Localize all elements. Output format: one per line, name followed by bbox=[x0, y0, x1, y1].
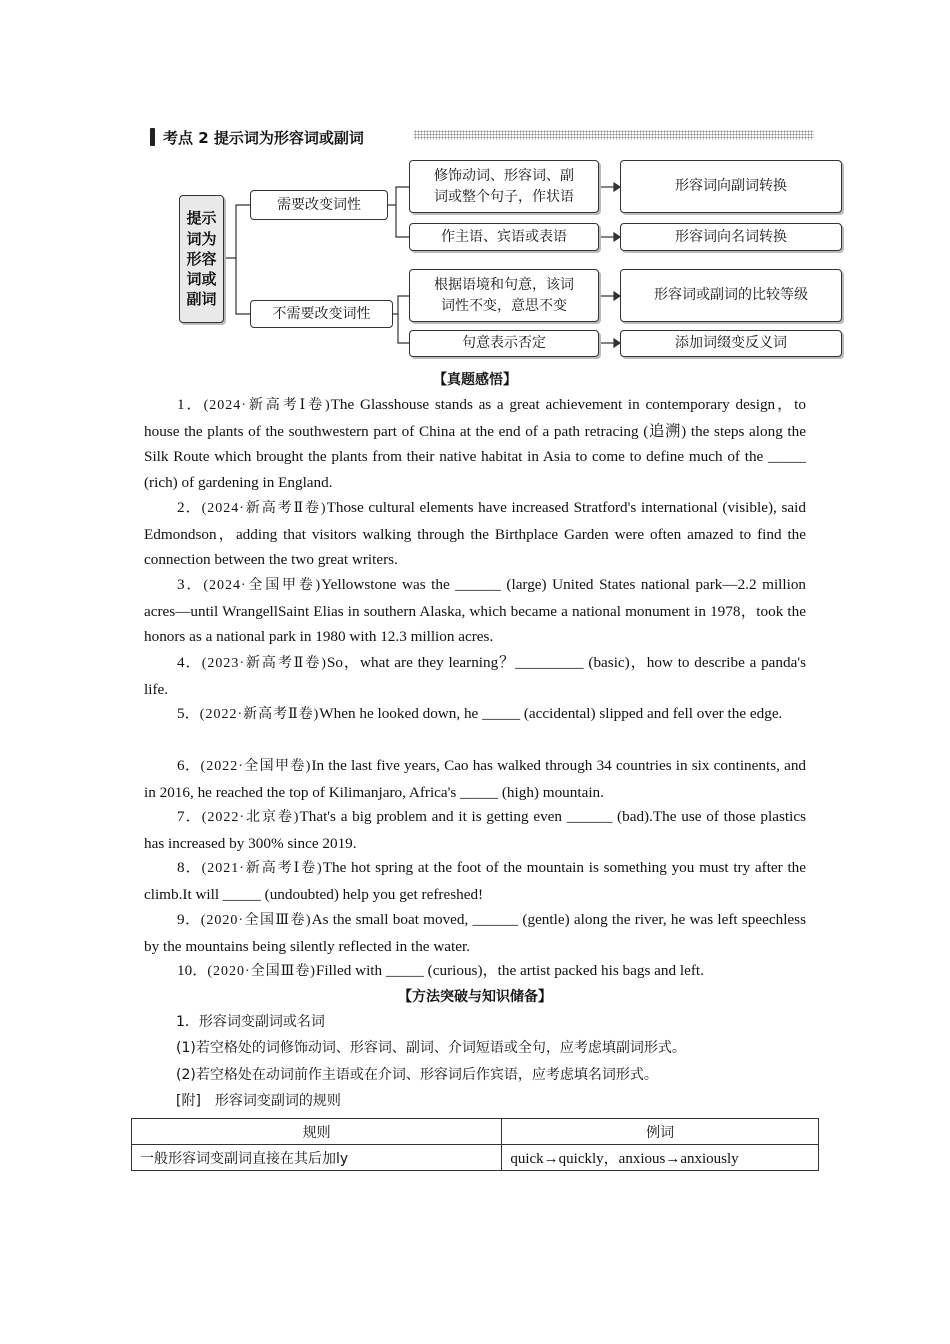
condition-line: 词或整个句子，作状语 bbox=[434, 188, 574, 205]
condition-negation: 句意表示否定 bbox=[409, 330, 599, 357]
root-line: 词或 bbox=[186, 270, 217, 289]
table-cell-rule: 一般形容词变副词直接在其后加ly bbox=[132, 1145, 502, 1171]
question-number: 7． bbox=[177, 808, 202, 825]
table-header: 例词 bbox=[502, 1119, 819, 1145]
question-source: (2024·全国甲卷) bbox=[203, 578, 322, 593]
question-text: Filled with _____ (curious)，the artist packed his bags and left. bbox=[315, 962, 704, 979]
section-title: 考点 2 提示词为形容词或副词 bbox=[163, 128, 364, 147]
question-text: Yellowstone was the ______ (large) United States national park—2.2 million acres—until WrangellSaint Elias in southern Alaska, which became a national monument in 1978，took the honors as a national park in 1980 with 12.3 million acres. bbox=[144, 576, 807, 646]
condition-noun-role: 作主语、宾语或表语 bbox=[409, 223, 599, 251]
method-heading: 【方法突破与知识储备】 bbox=[398, 989, 552, 1005]
question-6 bbox=[144, 753, 806, 805]
condition-line: 修饰动词、形容词、副 bbox=[434, 168, 574, 185]
question-text: So，what are they learning？_________ (basic)，how to describe a panda's life. bbox=[144, 654, 806, 698]
question-text: When he looked down, he _____ (accidental) slipped and fell over the edge. bbox=[319, 705, 783, 722]
result-adj-to-adv: 形容词向副词转换 bbox=[620, 160, 842, 213]
question-source: (2020·全国Ⅲ卷) bbox=[200, 913, 312, 928]
rules-table bbox=[131, 1118, 819, 1171]
question-10 bbox=[144, 958, 806, 985]
question-2 bbox=[144, 495, 806, 573]
question-3 bbox=[144, 572, 806, 650]
question-number: 9． bbox=[177, 911, 201, 928]
condition-line: 根据语境和句意，该词 bbox=[434, 277, 574, 294]
question-number: 4． bbox=[177, 654, 202, 671]
result-adj-to-noun: 形容词向名词转换 bbox=[620, 223, 842, 251]
question-source: (2024·新高考Ⅰ卷) bbox=[203, 398, 331, 413]
question-source: (2022·新高考Ⅱ卷) bbox=[199, 707, 320, 722]
branch-no-change: 不需要改变词性 bbox=[250, 300, 393, 328]
table-row bbox=[132, 1145, 819, 1171]
exam-heading: 【真题感悟】 bbox=[433, 372, 517, 388]
result-antonym-affix: 添加词缀变反义词 bbox=[620, 330, 842, 357]
condition-adverbial bbox=[409, 160, 599, 213]
condition-same-pos bbox=[409, 269, 599, 322]
question-source: (2022·全国甲卷) bbox=[200, 759, 312, 774]
method-point-1: 1．形容词变副词或名词 bbox=[176, 1014, 325, 1030]
question-number: 6． bbox=[177, 757, 201, 774]
question-text: In the last five years, Cao has walked through 34 countries in six continents, and in 2016, he reached the top of Kilimanjaro, Africa's _____ (high) mountain. bbox=[144, 757, 807, 801]
question-number: 5． bbox=[177, 705, 200, 722]
method-sub-1: (1)若空格处的词修饰动词、形容词、副词、介词短语或全句，应考虑填副词形式。 bbox=[176, 1040, 686, 1056]
question-number: 1． bbox=[177, 396, 204, 413]
question-source: (2020·全国Ⅲ卷) bbox=[207, 964, 316, 979]
root-line: 词为 bbox=[186, 229, 217, 248]
question-1 bbox=[144, 392, 806, 495]
branch-need-change: 需要改变词性 bbox=[250, 190, 388, 220]
root-line: 形容 bbox=[186, 249, 217, 268]
question-source: (2024·新高考Ⅱ卷) bbox=[201, 501, 327, 516]
question-source: (2021·新高考Ⅰ卷) bbox=[201, 861, 323, 876]
question-text: As the small boat moved, ______ (gentle) along the river, he was left speechless by the mountains being silently reflected in the water. bbox=[144, 911, 806, 955]
question-text: Those cultural elements have increased Stratford's international (visible), said Edmondson，adding that visitors walking through the Birthplace Garden were often amazed to find the connection between the two great writers. bbox=[144, 499, 806, 569]
question-9 bbox=[144, 907, 806, 959]
question-number: 3． bbox=[177, 576, 204, 593]
root-line: 提示 bbox=[186, 209, 217, 228]
question-4 bbox=[144, 650, 806, 702]
question-text: That's a big problem and it is getting even ______ (bad).The use of those plastics has increased by 300% since 2019. bbox=[144, 808, 806, 852]
question-8 bbox=[144, 855, 806, 907]
question-text: The hot spring at the foot of the mountain is something you must try after the climb.It will _____ (undoubted) help you get refreshed! bbox=[144, 859, 807, 903]
diagram-root bbox=[179, 195, 224, 323]
question-text: The Glasshouse stands as a great achievement in contemporary design，to house the plants of the southwestern part of China at the end of a path retracing (追溯) the steps along the Silk Route which brought the plants from their native habitat in Asia to come to define much of the _____ (rich) of gardening in England. bbox=[144, 396, 806, 491]
question-number: 10． bbox=[177, 962, 208, 979]
condition-line: 词性不变，意思不变 bbox=[441, 297, 567, 314]
method-appendix: [附] 形容词变副词的规则 bbox=[176, 1093, 341, 1109]
question-7 bbox=[144, 804, 806, 856]
table-cell-example: quick→quickly，anxious→anxiously bbox=[502, 1145, 819, 1171]
method-sub-2: (2)若空格处在动词前作主语或在介词、形容词后作宾语，应考虑填名词形式。 bbox=[176, 1067, 658, 1083]
question-5 bbox=[144, 701, 806, 728]
table-header-row bbox=[132, 1119, 819, 1145]
table-header: 规则 bbox=[132, 1119, 502, 1145]
result-comparison: 形容词或副词的比较等级 bbox=[620, 269, 842, 322]
root-line: 副词 bbox=[186, 290, 217, 309]
question-number: 8． bbox=[177, 859, 202, 876]
question-source: (2022·北京卷) bbox=[201, 810, 300, 825]
question-number: 2． bbox=[177, 499, 202, 516]
question-source: (2023·新高考Ⅱ卷) bbox=[201, 656, 327, 671]
